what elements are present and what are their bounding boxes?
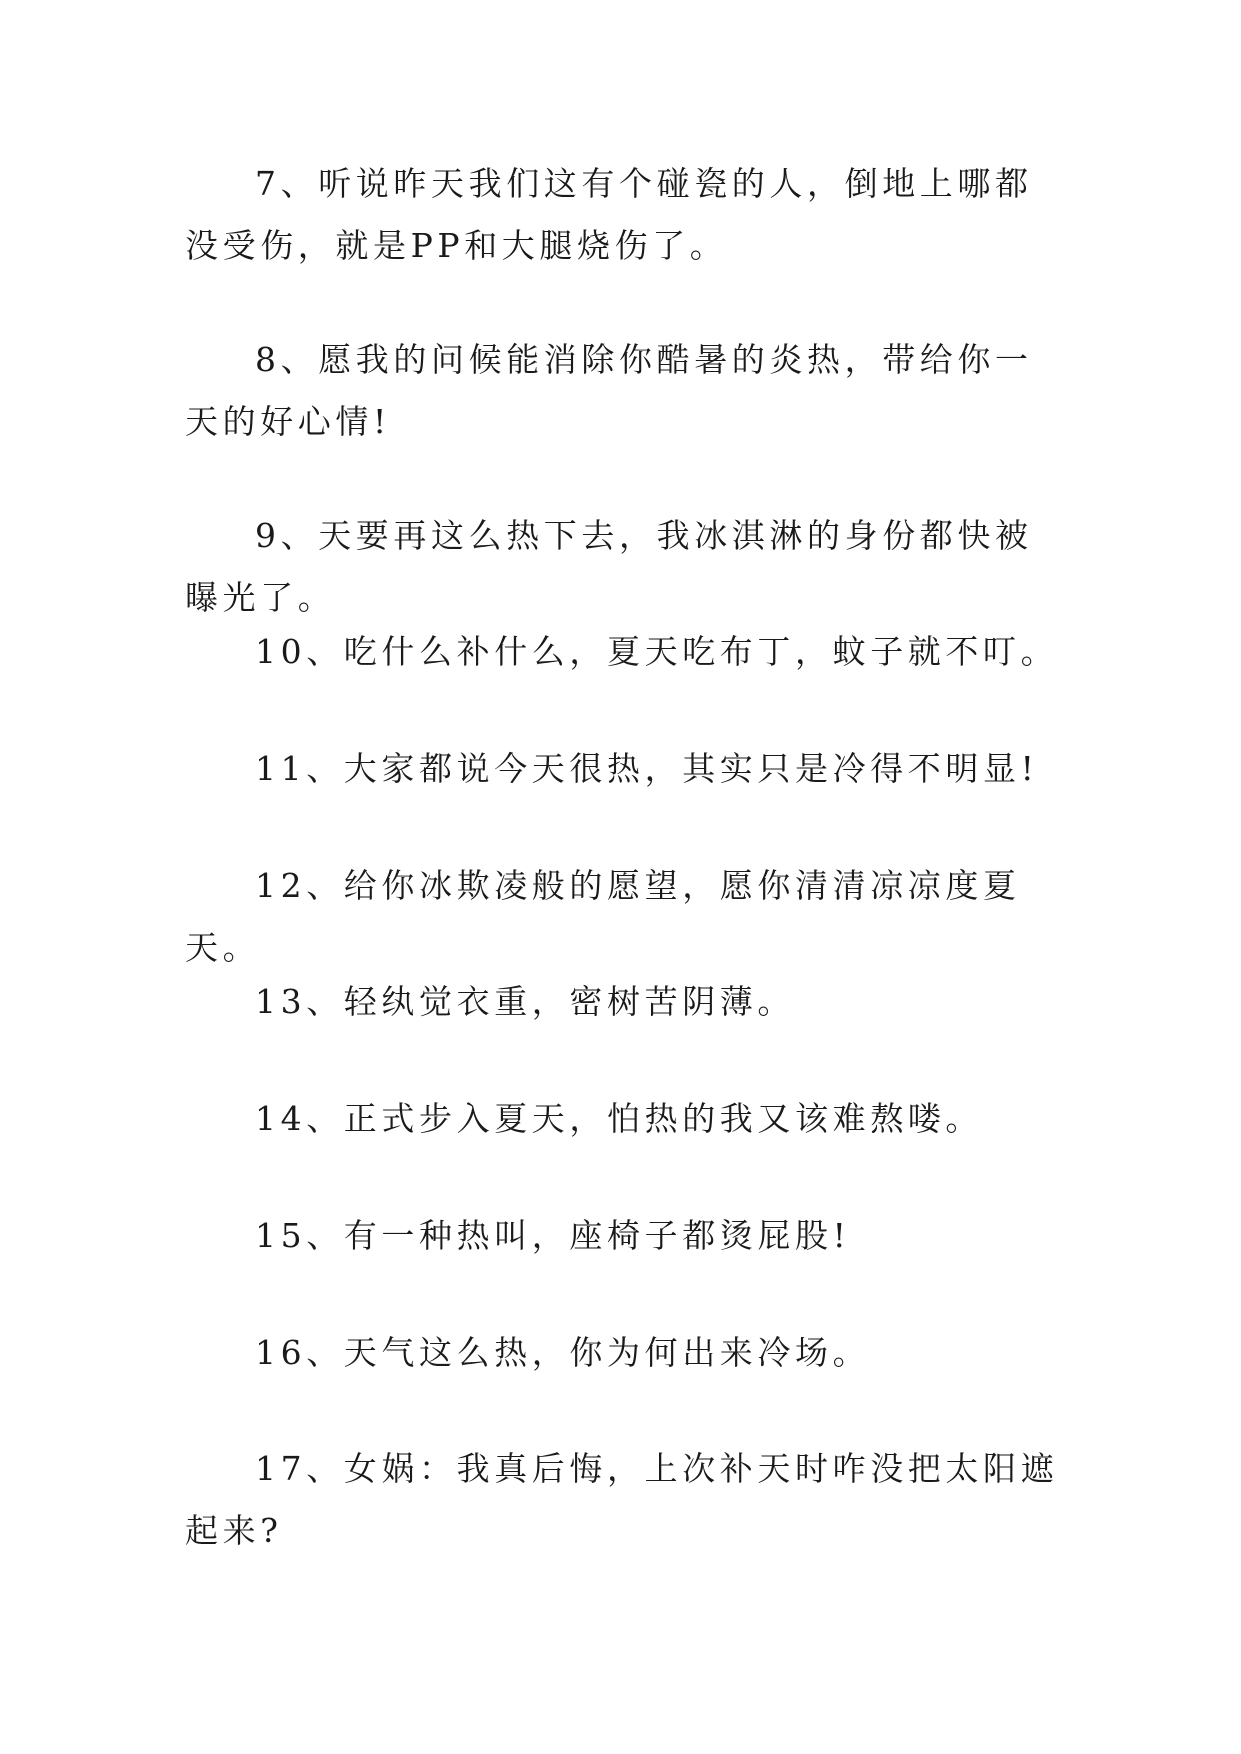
- paragraph-13: 13、轻纨觉衣重，密树苦阴薄。: [255, 982, 795, 1021]
- paragraph-15: 15、有一种热叫，座椅子都烫屁股!: [255, 1216, 851, 1255]
- paragraph-14: 14、正式步入夏天，怕热的我又该难熬喽。: [255, 1099, 983, 1138]
- paragraph-17: 17、女娲：我真后悔，上次补天时咋没把太阳遮起来?: [185, 1449, 1059, 1550]
- paragraph-9: 9、天要再这么热下去，我冰淇淋的身份都快被曝光了。: [185, 516, 1033, 617]
- paragraph-8: 8、愿我的问候能消除你酷暑的炎热，带给你一天的好心情!: [185, 340, 1033, 441]
- paragraph-12: 12、给你冰欺凌般的愿望，愿你清清凉凉度夏天。: [185, 866, 1021, 967]
- paragraph-7: 7、听说昨天我们这有个碰瓷的人，倒地上哪都没受伤，就是PP和大腿烧伤了。: [185, 164, 1033, 265]
- paragraph-10: 10、吃什么补什么，夏天吃布丁，蚊子就不叮。: [255, 632, 1059, 671]
- paragraph-11: 11、大家都说今天很热，其实只是冷得不明显!: [255, 749, 1039, 788]
- paragraph-16: 16、天气这么热，你为何出来冷场。: [255, 1333, 871, 1372]
